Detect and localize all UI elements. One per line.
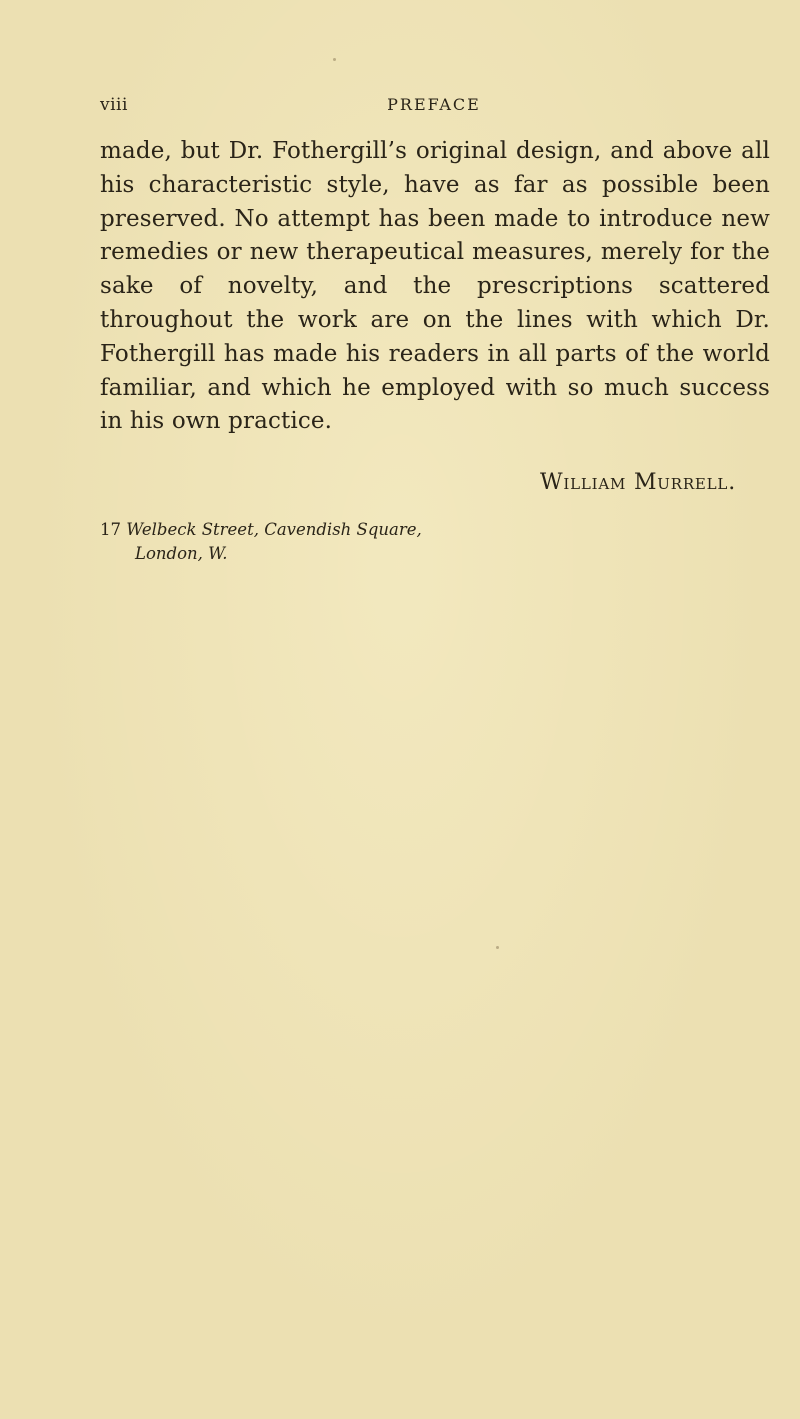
address-block bbox=[100, 518, 422, 566]
preface-paragraph: made, but Dr. Fothergill’s original design, and above all his characteristic style, have as far as possible been preserved. No attempt has been made to introduce new remedies or new therapeutical measures, merely for the sake of novelty, and the prescriptions scattered throughout the work are on the lines with which Dr. Fothergill has made his readers in all parts of the world familiar, and which he employed with so much success in his own practice. bbox=[100, 138, 770, 435]
author-signature: William Murrell. bbox=[540, 470, 736, 495]
address-line-2 bbox=[100, 542, 422, 566]
city: London, W. bbox=[135, 544, 228, 563]
street-number: 17 bbox=[100, 520, 121, 539]
running-head bbox=[100, 95, 768, 119]
street-name: Welbeck Street, Cavendish Square, bbox=[126, 520, 422, 539]
address-line-1 bbox=[100, 518, 422, 542]
page-number: viii bbox=[100, 95, 128, 115]
paper-speck bbox=[496, 946, 499, 949]
paper-speck bbox=[333, 58, 336, 61]
running-title: PREFACE bbox=[387, 95, 481, 114]
